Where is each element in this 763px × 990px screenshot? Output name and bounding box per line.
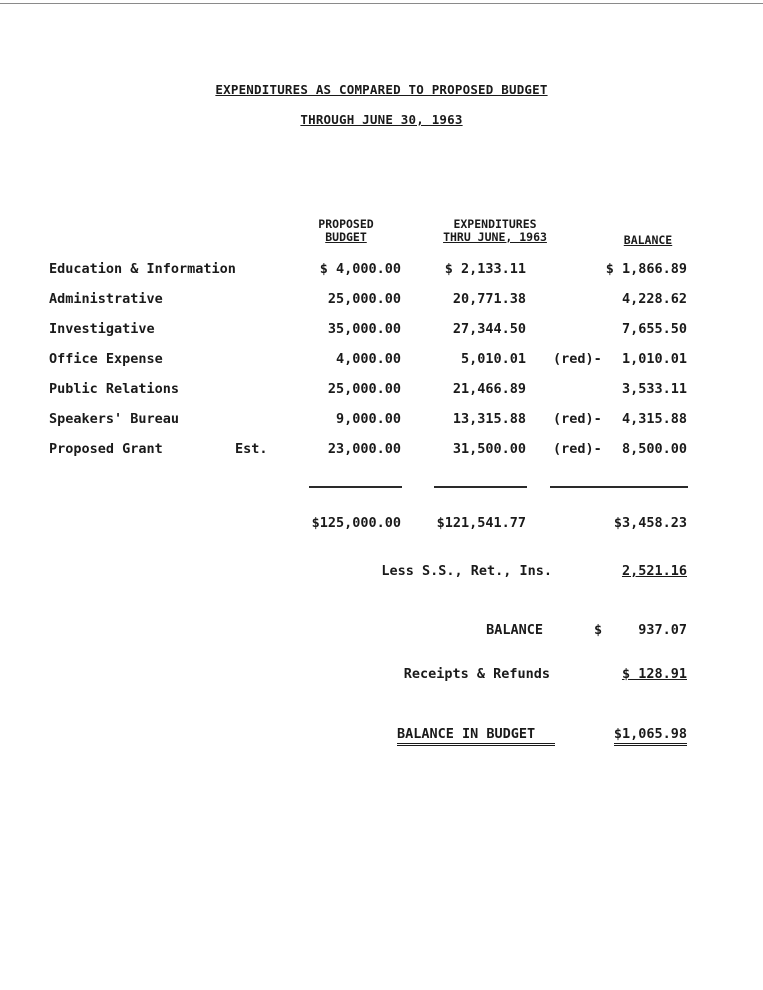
page-top-edge: [0, 3, 763, 4]
less-deductions-label: Less S.S., Ret., Ins.: [381, 563, 552, 579]
header-proposed-line2: BUDGET: [325, 230, 367, 244]
row-expenditures: 13,315.88: [452, 411, 526, 427]
total-expenditures: $121,541.77: [436, 515, 526, 531]
header-proposed-budget: [300, 218, 392, 244]
total-rule-expenditures: [434, 486, 527, 488]
balance-in-budget-value: $1,065.98: [614, 726, 687, 746]
row-label: Office Expense: [49, 351, 163, 367]
row-budget: 25,000.00: [327, 291, 401, 307]
row-balance: $ 1,866.89: [605, 261, 687, 277]
balance-dollar-sign: $: [594, 622, 603, 638]
receipts-refunds-value: $ 128.91: [621, 666, 687, 682]
document-subtitle: THROUGH JUNE 30, 1963: [300, 112, 463, 127]
total-rule-balance: [550, 486, 688, 488]
row-label: Investigative: [49, 321, 155, 337]
red-marker: (red)-: [553, 351, 602, 367]
row-expenditures: 31,500.00: [452, 441, 526, 457]
row-expenditures: 21,466.89: [452, 381, 526, 397]
row-budget: $ 4,000.00: [319, 261, 401, 277]
row-balance: 4,315.88: [621, 411, 687, 427]
row-note: Est.: [235, 441, 268, 457]
red-marker: (red)-: [553, 441, 602, 457]
total-budget: $125,000.00: [311, 515, 401, 531]
header-expenditures-line1: EXPENDITURES: [453, 217, 537, 231]
red-marker: (red)-: [553, 411, 602, 427]
row-label: [49, 441, 268, 457]
row-label-text: Proposed Grant: [49, 441, 163, 457]
row-label: Administrative: [49, 291, 163, 307]
document-title: EXPENDITURES AS COMPARED TO PROPOSED BUDGET: [215, 82, 548, 97]
less-deductions-value: 2,521.16: [621, 563, 687, 579]
row-expenditures: 20,771.38: [452, 291, 526, 307]
row-expenditures: $ 2,133.11: [444, 261, 526, 277]
header-expenditures: [420, 218, 570, 244]
row-balance: 7,655.50: [621, 321, 687, 337]
header-proposed-line1: PROPOSED: [318, 217, 374, 231]
balance-value: 937.07: [638, 622, 687, 638]
receipts-refunds-label: Receipts & Refunds: [403, 666, 550, 682]
row-balance: 3,533.11: [621, 381, 687, 397]
row-label: Public Relations: [49, 381, 180, 397]
row-budget: 23,000.00: [327, 441, 401, 457]
row-expenditures: 27,344.50: [452, 321, 526, 337]
total-balance: $3,458.23: [613, 515, 687, 531]
row-expenditures: 5,010.01: [460, 351, 526, 367]
row-balance: 4,228.62: [621, 291, 687, 307]
row-budget: 35,000.00: [327, 321, 401, 337]
total-rule-budget: [309, 486, 402, 488]
balance-in-budget-label: BALANCE IN BUDGET: [397, 726, 555, 746]
row-label: Speakers' Bureau: [49, 411, 180, 427]
row-balance: 8,500.00: [621, 441, 687, 457]
row-budget: 25,000.00: [327, 381, 401, 397]
header-balance: BALANCE: [623, 233, 673, 247]
row-balance: 1,010.01: [621, 351, 687, 367]
row-label: Education & Information: [49, 261, 236, 277]
row-budget: 4,000.00: [335, 351, 401, 367]
row-budget: 9,000.00: [335, 411, 401, 427]
header-expenditures-line2: THRU JUNE, 1963: [443, 230, 547, 244]
balance-label: BALANCE: [486, 622, 543, 638]
